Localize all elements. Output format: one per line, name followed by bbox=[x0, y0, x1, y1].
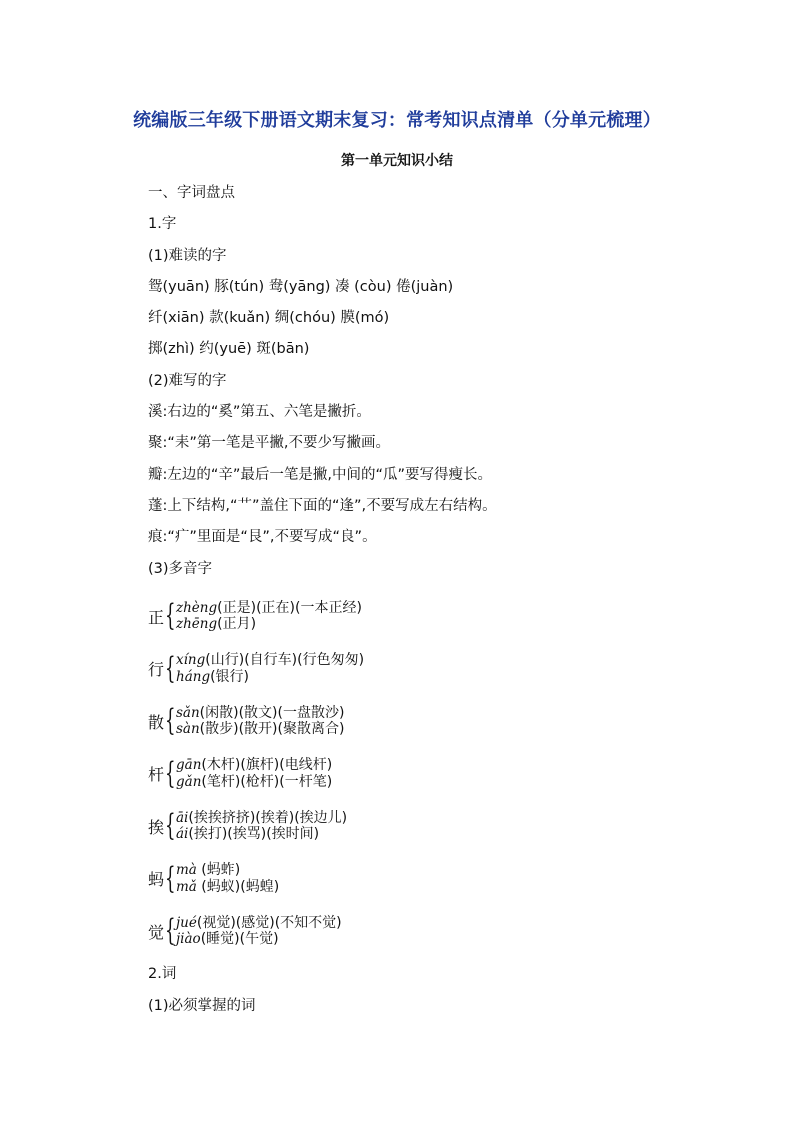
example-words: (笔杆)(枪杆)(一杆笔) bbox=[201, 773, 333, 790]
text-line: (3)多音字 bbox=[148, 560, 213, 577]
example-words: (散步)(散开)(聚散离合) bbox=[199, 721, 345, 738]
polyphone-readings bbox=[176, 652, 364, 685]
polyphone-char: 正 bbox=[148, 607, 165, 627]
polyphone-reading bbox=[176, 616, 362, 633]
polyphone-reading bbox=[176, 669, 364, 686]
polyphone-char: 挨 bbox=[148, 817, 165, 837]
text-line: 纤(xiān) 款(kuǎn) 绸(chóu) 膜(mó) bbox=[148, 310, 390, 327]
pinyin: zhēng bbox=[176, 616, 218, 633]
polyphone-reading bbox=[176, 721, 344, 738]
polyphone-readings bbox=[176, 915, 342, 948]
polyphone-char: 蚂 bbox=[148, 870, 165, 890]
example-words: (蚂蚱) bbox=[196, 862, 241, 879]
example-words: (正月) bbox=[217, 616, 257, 633]
pinyin: mà bbox=[176, 862, 197, 879]
document-body bbox=[148, 178, 708, 1022]
text-line: (1)难读的字 bbox=[148, 247, 227, 264]
left-brace-icon: { bbox=[165, 755, 176, 791]
pinyin: háng bbox=[176, 668, 211, 685]
polyphone-readings bbox=[176, 757, 332, 790]
pinyin: jué bbox=[176, 914, 197, 931]
text-line: 聚:“耒”第一笔是平撇,不要少写撇画。 bbox=[148, 435, 391, 452]
polyphone-reading bbox=[176, 931, 342, 948]
polyphone-char: 散 bbox=[148, 712, 165, 732]
left-brace-icon: { bbox=[165, 650, 176, 686]
pinyin: mǎ bbox=[176, 878, 197, 895]
polyphone-readings bbox=[176, 862, 279, 895]
polyphone-item bbox=[148, 642, 708, 695]
text-line: 瓣:左边的“辛”最后一笔是撇,中间的“瓜”要写得瘦长。 bbox=[148, 466, 493, 483]
text-line: 鸳(yuān) 豚(tún) 鸯(yāng) 凑 (còu) 倦(juàn) bbox=[148, 278, 454, 295]
text-line: (2)难写的字 bbox=[148, 372, 227, 389]
polyphone-reading bbox=[176, 810, 347, 827]
text-line: 2.词 bbox=[148, 966, 177, 983]
polyphone-reading bbox=[176, 652, 364, 669]
example-words: (蚂蚁)(蚂蝗) bbox=[196, 878, 280, 895]
left-brace-icon: { bbox=[165, 598, 176, 634]
text-line: 掷(zhì) 约(yuē) 斑(bān) bbox=[148, 341, 310, 358]
text-line: 痕:“疒”里面是“艮”,不要写成“良”。 bbox=[148, 529, 377, 546]
polyphone-readings bbox=[176, 600, 362, 633]
example-words: (闲散)(散文)(一盘散沙) bbox=[199, 704, 345, 721]
polyphone-reading bbox=[176, 879, 279, 896]
text-lines bbox=[148, 178, 708, 585]
text-lines-after bbox=[148, 959, 708, 1022]
text-line: (1)必须掌握的词 bbox=[148, 997, 256, 1014]
polyphone-list bbox=[148, 590, 708, 958]
polyphone-item bbox=[148, 695, 708, 748]
example-words: (银行) bbox=[210, 668, 250, 685]
example-words: (挨挨挤挤)(挨着)(挨边儿) bbox=[188, 809, 348, 826]
polyphone-char: 杆 bbox=[148, 765, 165, 785]
pinyin: ái bbox=[176, 826, 189, 843]
polyphone-reading bbox=[176, 862, 279, 879]
polyphone-reading bbox=[176, 826, 347, 843]
polyphone-reading bbox=[176, 705, 344, 722]
polyphone-item bbox=[148, 747, 708, 800]
polyphone-item bbox=[148, 905, 708, 958]
example-words: (木杆)(旗杆)(电线杆) bbox=[201, 757, 333, 774]
polyphone-readings bbox=[176, 705, 344, 738]
pinyin: āi bbox=[176, 809, 189, 826]
left-brace-icon: { bbox=[165, 860, 176, 896]
left-brace-icon: { bbox=[165, 703, 176, 739]
polyphone-reading bbox=[176, 600, 362, 617]
pinyin: xíng bbox=[176, 652, 206, 669]
pinyin: sǎn bbox=[176, 704, 200, 721]
polyphone-char: 行 bbox=[148, 660, 165, 680]
polyphone-char: 觉 bbox=[148, 922, 165, 942]
polyphone-readings bbox=[176, 810, 347, 843]
left-brace-icon: { bbox=[165, 913, 176, 949]
example-words: (睡觉)(午觉) bbox=[200, 931, 279, 948]
pinyin: sàn bbox=[176, 721, 200, 738]
text-line: 1.字 bbox=[148, 216, 177, 233]
pinyin: gān bbox=[176, 757, 202, 774]
example-words: (挨打)(挨骂)(挨时间) bbox=[188, 826, 320, 843]
unit-title: 第一单元知识小结 bbox=[341, 153, 453, 169]
left-brace-icon: { bbox=[165, 808, 176, 844]
text-line: 蓬:上下结构,“艹”盖住下面的“逢”,不要写成左右结构。 bbox=[148, 497, 497, 514]
polyphone-reading bbox=[176, 915, 342, 932]
example-words: (正是)(正在)(一本正经) bbox=[217, 599, 362, 616]
text-line: 一、字词盘点 bbox=[148, 185, 235, 201]
polyphone-item bbox=[148, 800, 708, 853]
document-title: 统编版三年级下册语文期末复习：常考知识点清单（分单元梳理） bbox=[133, 110, 661, 131]
pinyin: gǎn bbox=[176, 773, 202, 790]
pinyin: zhèng bbox=[176, 599, 218, 616]
example-words: (山行)(自行车)(行色匆匆) bbox=[205, 652, 365, 669]
text-line: 溪:右边的“奚”第五、六笔是撇折。 bbox=[148, 404, 371, 421]
pinyin: jiào bbox=[176, 931, 201, 948]
polyphone-reading bbox=[176, 774, 332, 791]
example-words: (视觉)(感觉)(不知不觉) bbox=[196, 914, 342, 931]
polyphone-item bbox=[148, 590, 708, 643]
polyphone-reading bbox=[176, 757, 332, 774]
polyphone-item bbox=[148, 852, 708, 905]
